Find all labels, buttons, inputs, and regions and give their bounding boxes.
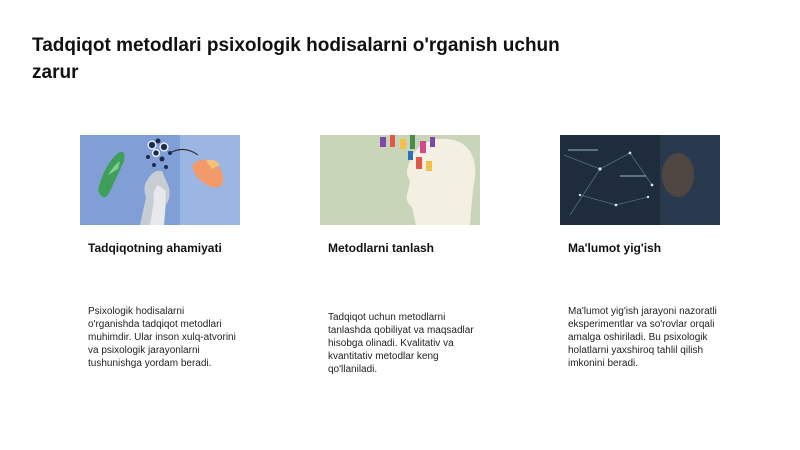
- card-heading: Ma'lumot yig'ish: [568, 241, 662, 255]
- card-body: Tadqiqot uchun metodlarni tanlashda qobiliyat va maqsadlar hisobga olinadi. Kvalitativ va kvantitativ metodlar keng qo'llaniladi.: [328, 312, 474, 375]
- head-silhouette-image: [320, 135, 480, 225]
- card-heading: Metodlarni tanlash: [328, 241, 435, 255]
- card-body: Ma'lumot yig'ish jarayoni nazoratli eksperimentlar va so'rovlar orqali amalga oshiriladi. Bu psixologik holatlarni yaxshiroq tahlil qilish imkonini beradi.: [568, 306, 717, 369]
- card-data-collection: [560, 135, 720, 369]
- dark-network-image: [560, 135, 720, 225]
- card-body: Psixologik hodisalarni o'rganishda tadqiqot metodlari muhimdir. Ular inson xulq-atvorini va psixologik jarayonlarni tushunishga yordam beradi.: [88, 306, 236, 369]
- slide-title: Tadqiqot metodlari psixologik hodisalarni o'rganish uchun zarur: [32, 35, 560, 83]
- abstract-head-collage-image: [80, 135, 240, 225]
- card-method-selection: [320, 135, 480, 375]
- card-research-importance: [80, 135, 240, 369]
- card-heading: Tadqiqotning ahamiyati: [88, 241, 222, 255]
